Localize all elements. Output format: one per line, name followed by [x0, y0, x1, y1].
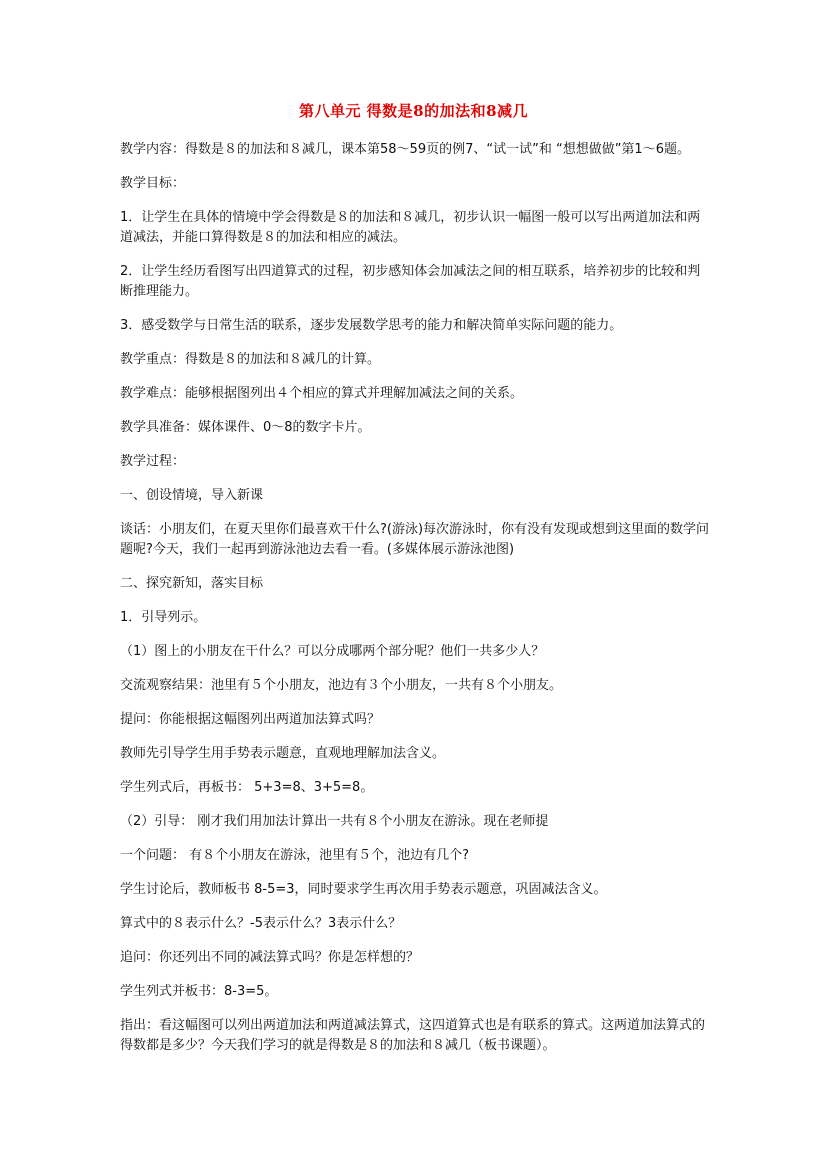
paragraph-difficulty: 教学难点：能够根据图列出４个相应的算式并理解加减法之间的关系。	[120, 386, 524, 401]
paragraph-board-addition: 学生列式后，再板书： 5+3=8、3+5=8。	[120, 780, 374, 795]
paragraph-question-1: （1）图上的小朋友在干什么？可以分成哪两个部分呢？他们一共多少人？	[120, 644, 545, 659]
paragraph-teaching-content: 教学内容：得数是８的加法和８减几，课本第58～59页的例7、“试一试”和 “想想做做”第1～6题。	[120, 142, 690, 157]
paragraph-dialogue: 谈话：小朋友们，在夏天里你们最喜欢干什么?(游泳)每次游泳时，你有没有发现或想到这里面的数学问题呢?今天，我们一起再到游泳池边去看一看。(多媒体展示游泳池图)	[120, 522, 710, 557]
paragraph-teaching-goals-heading: 教学目标：	[120, 176, 186, 191]
document-body	[120, 140, 710, 1070]
paragraph-meaning-question: 算式中的８表示什么？-5表示什么？3表示什么？	[120, 916, 402, 931]
paragraph-teacher-guide: 教师先引导学生用手势表示题意，直观地理解加法含义。	[120, 746, 446, 761]
paragraph-observation: 交流观察结果：池里有５个小朋友，池边有３个小朋友，一共有８个小朋友。	[120, 678, 563, 693]
paragraph-goal-1: 1．让学生在具体的情境中学会得数是８的加法和８减几，初步认识一幅图一般可以写出两道加法和两道减法，并能口算得数是８的加法和相应的减法。	[120, 210, 701, 245]
paragraph-follow-up: 追问：你还列出不同的减法算式吗？你是怎样想的？	[120, 950, 420, 965]
paragraph-summary: 指出：看这幅图可以列出两道加法和两道减法算式，这四道算式也是有联系的算式。这两道加法算式的得数都是多少？今天我们学习的就是得数是８的加法和８减几（板书课题）。	[120, 1018, 706, 1053]
paragraph-process-heading: 教学过程：	[120, 454, 186, 469]
paragraph-goal-3: 3．感受数学与日常生活的联系，逐步发展数学思考的能力和解决简单实际问题的能力。	[120, 318, 623, 333]
paragraph-goal-2: 2．让学生经历看图写出四道算式的过程，初步感知体会加减法之间的相互联系，培养初步的比较和判断推理能力。	[120, 264, 701, 299]
paragraph-question-2: 一个问题： 有８个小朋友在游泳，池里有５个，池边有几个?	[120, 848, 470, 863]
paragraph-guide-2: （2）引导： 刚才我们用加法计算出一共有８个小朋友在游泳。现在老师提	[120, 814, 549, 829]
paragraph-step-1: 1．引导列示。	[120, 610, 207, 625]
paragraph-board-subtraction-2: 学生列式并板书：8-3=5。	[120, 984, 278, 999]
paragraph-section-1-heading: 一、创设情境，导入新课	[120, 488, 264, 503]
paragraph-board-subtraction: 学生讨论后，教师板书 8-5=3，同时要求学生再次用手势表示题意，巩固减法含义。	[120, 882, 607, 897]
paragraph-prompt-addition: 提问：你能根据这幅图列出两道加法算式吗？	[120, 712, 381, 727]
paragraph-section-2-heading: 二、探究新知，落实目标	[120, 576, 264, 591]
document-title: 第八单元 得数是8的加法和8减几	[298, 102, 529, 120]
paragraph-key-point: 教学重点：得数是８的加法和８减几的计算。	[120, 352, 381, 367]
paragraph-materials: 教学具准备：媒体课件、0～8的数字卡片。	[120, 420, 371, 435]
